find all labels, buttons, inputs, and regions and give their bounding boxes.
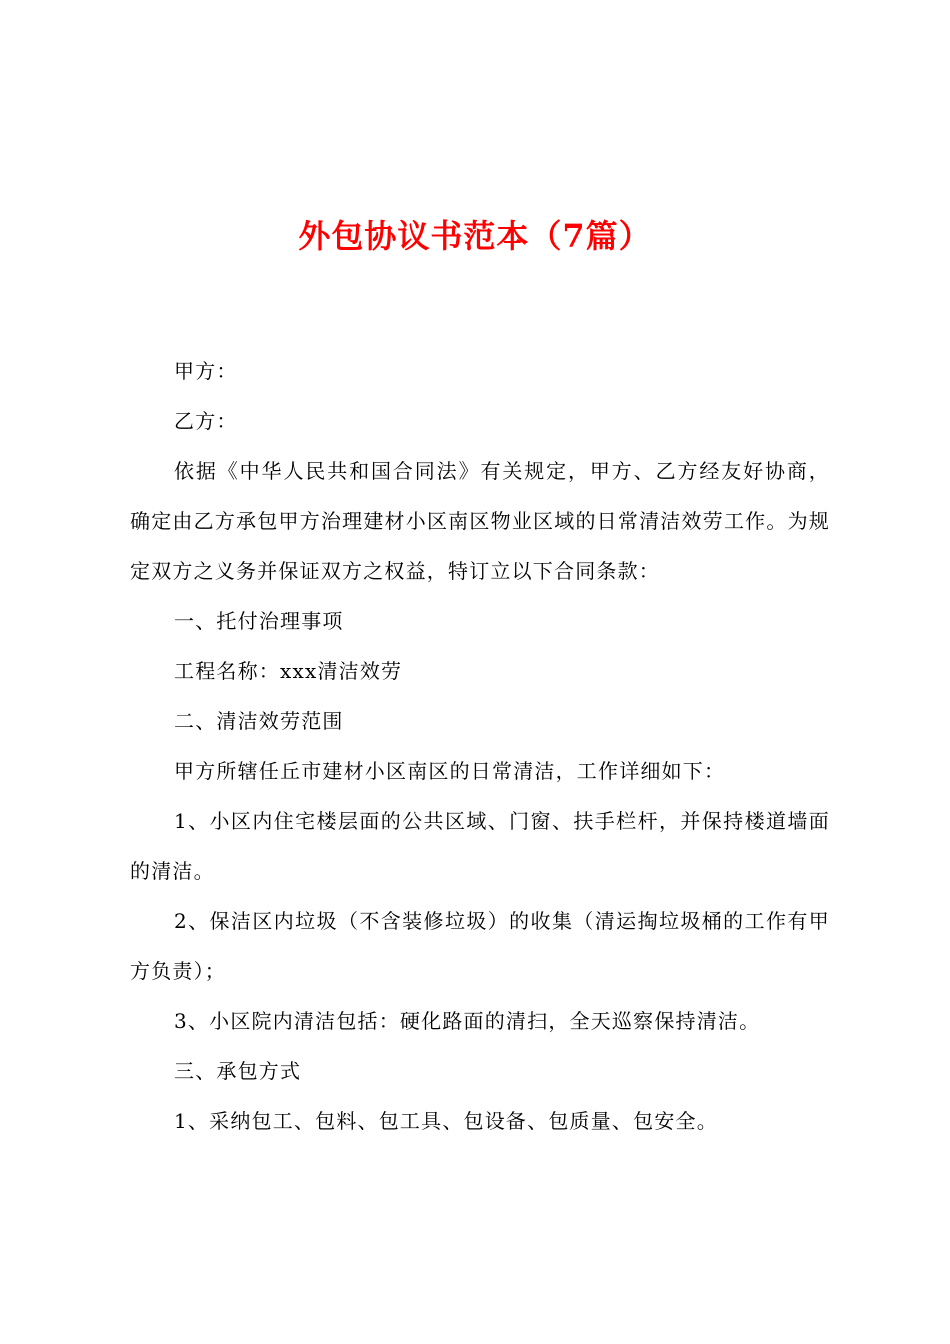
section-heading-2: 二、清洁效劳范围 [174, 709, 344, 733]
paragraph-party-b: 乙方： [174, 409, 238, 433]
document-body [130, 346, 830, 1146]
paragraph-scope-item-2: 2、保洁区内垃圾（不含装修垃圾）的收集（清运掏垃圾桶的工作有甲方负责）； [130, 909, 830, 983]
section-heading-3: 三、承包方式 [174, 1059, 302, 1083]
document-title: 外包协议书范本（7篇） [298, 217, 652, 255]
paragraph-scope-item-3: 3、小区院内清洁包括：硬化路面的清扫，全天巡察保持清洁。 [174, 1009, 761, 1033]
paragraph-project-name: 工程名称：xxx清洁效劳 [174, 659, 403, 683]
section-heading-1: 一、托付治理事项 [174, 609, 344, 633]
paragraph-party-a: 甲方： [174, 359, 238, 383]
paragraph-scope-intro: 甲方所辖任丘市建材小区南区的日常清洁，工作详细如下： [174, 759, 726, 783]
paragraph-contract-item-1: 1、采纳包工、包料、包工具、包设备、包质量、包安全。 [174, 1109, 718, 1133]
paragraph-scope-item-1: 1、小区内住宅楼层面的公共区域、门窗、扶手栏杆，并保持楼道墙面的清洁。 [130, 809, 830, 883]
paragraph-preamble: 依据《中华人民共和国合同法》有关规定，甲方、乙方经友好协商，确定由乙方承包甲方治理建材小区南区物业区域的日常清洁效劳工作。为规定双方之义务并保证双方之权益，特订立以下合同条款： [130, 459, 830, 583]
